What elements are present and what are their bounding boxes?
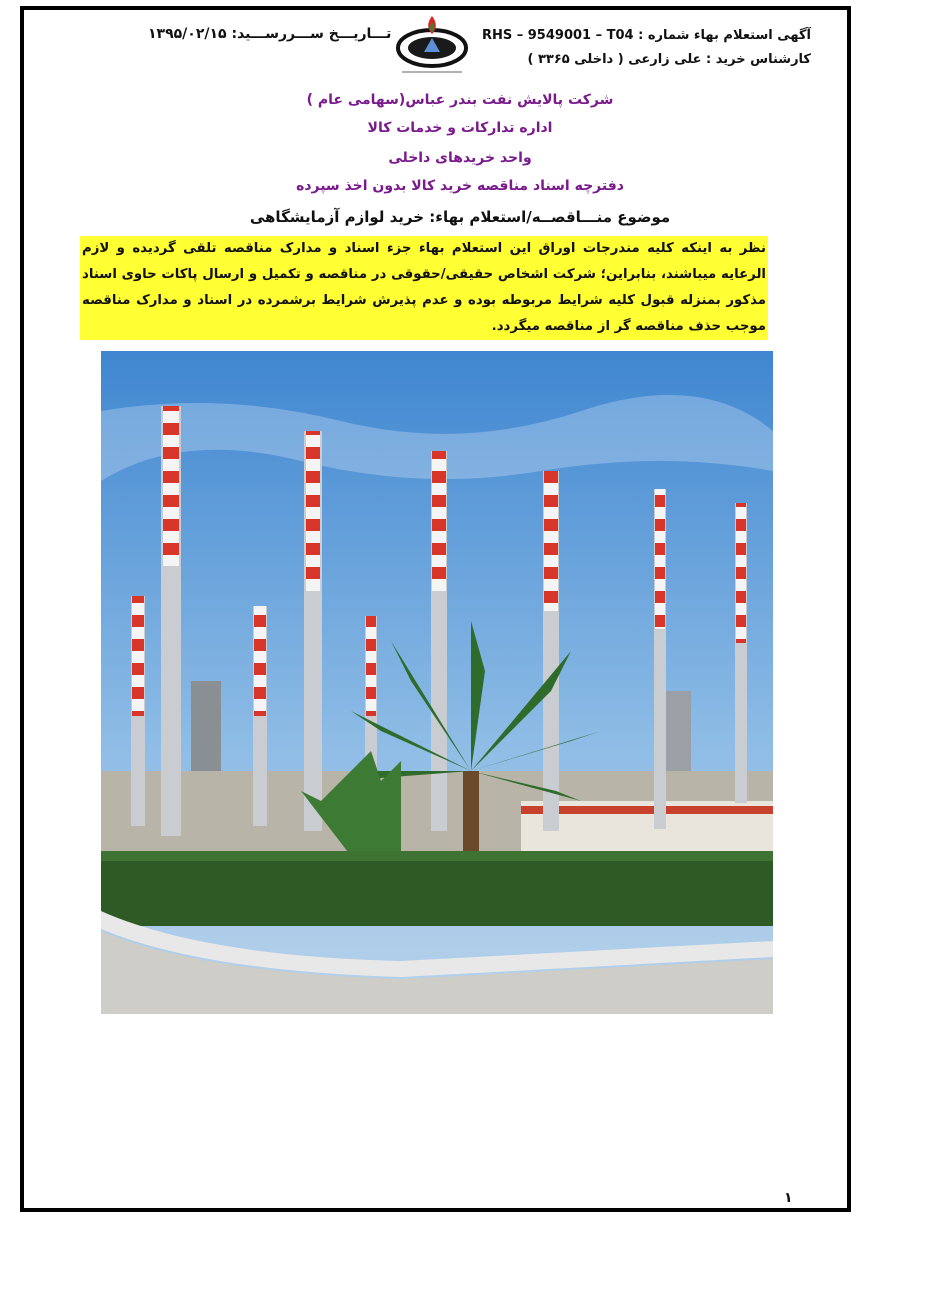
tender-subject: موضوع منـــاقصــه/استعلام بهاء: خرید لوازم آزمایشگاهی [249, 208, 671, 226]
unit-title: واحد خریدهای داخلی [388, 150, 532, 166]
terms-note: نظر به اینکه کلیه مندرجات اوراق این استعلام بهاء جزء اسناد و مدارک مناقصه تلقی گردیده و لازم الرعایه میباشند، بنابراین؛ شرکت اشخاص حقیقی/حقوقی در مناقصه و تکمیل و ارسال پاکات حاوی اسناد مذکور بمنزله قبول کلیه شرایط مربوطه بوده و عدم پذیرش شرایط برشمرده در اسناد و مدارک مناقصه موجب حذف مناقصه گر از مناقصه میگردد. [80, 236, 768, 340]
booklet-title: دفترچه اسناد مناقصه خرید کالا بدون اخذ سپرده [296, 178, 624, 194]
purchase-expert: کارشناس خرید : علی زارعی ( داخلی ۳۳۶۵ ) [527, 52, 811, 67]
department-title: اداره تدارکات و خدمات کالا [367, 120, 553, 136]
page-number: ۱ [784, 1190, 793, 1206]
deadline-date: تـــاریـــخ ســـررســـید: ۱۳۹۵/۰۲/۱۵ [148, 26, 392, 42]
notice-number: آگهی استعلام بهاء شماره : RHS – 9549001 – T04 [481, 28, 811, 43]
company-title: شرکت پالایش نفت بندر عباس(سهامی عام ) [306, 92, 614, 108]
refinery-logo-icon [384, 12, 480, 76]
refinery-photo [101, 351, 773, 1014]
